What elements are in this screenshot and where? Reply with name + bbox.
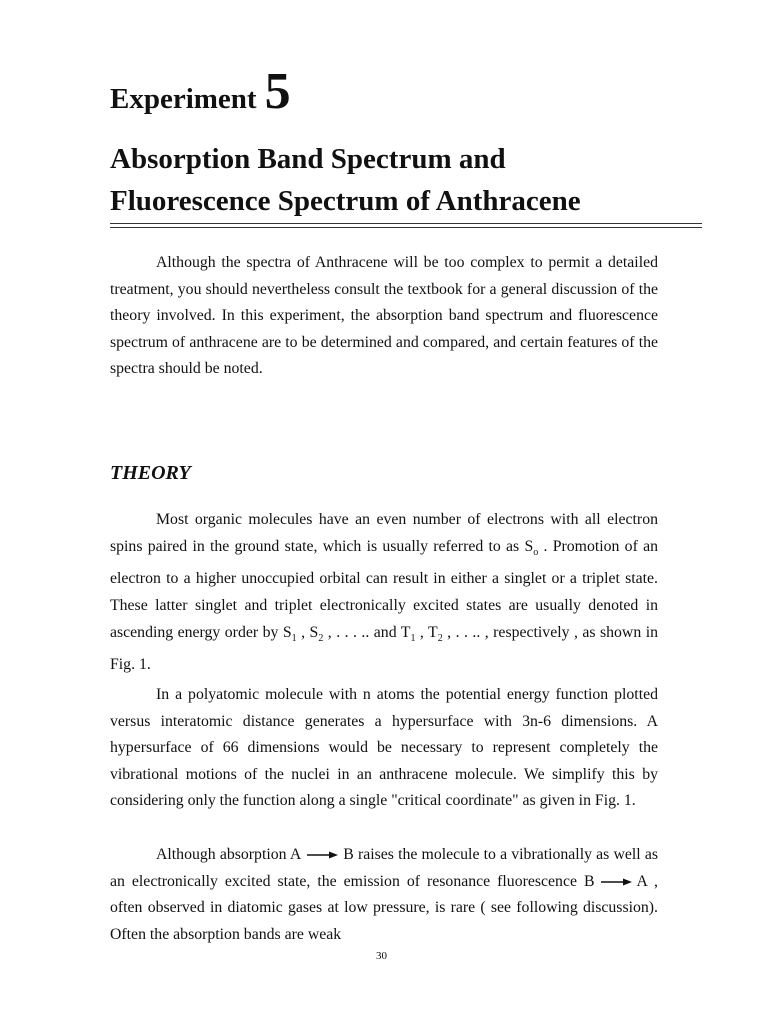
title-divider-bottom [110, 227, 702, 228]
theory-paragraph-2 [110, 682, 658, 815]
title-divider-top [110, 223, 702, 224]
right-arrow-icon [599, 877, 633, 887]
title-line-1: Absorption Band Spectrum and [110, 143, 506, 175]
p3-text-a: Although absorption A [156, 846, 302, 863]
p1-sub-2: 2 [318, 632, 324, 644]
p3-text-c: A , often observed in diatomic gases at low pressure, is rare ( see following discussion). Often the absorption bands are weak [110, 872, 659, 943]
p3-text-b: B raises the molecule to a vibrationally as well as an electronically excited state, the emission of resonance fluorescence B [110, 846, 658, 890]
p1-sub-t1: 1 [410, 632, 416, 644]
title-line-2: Fluorescence Spectrum of Anthracene [110, 185, 581, 217]
p1-text-a: Most organic molecules have an even number of electrons with all electron spins paired in the ground state, which is usually referred to as S [110, 511, 658, 555]
right-arrow-icon [305, 850, 339, 860]
p1-sub-t2: 2 [437, 632, 443, 644]
p1-text-d: , . . . .. and T [323, 623, 411, 641]
theory-paragraph-1 [110, 507, 658, 679]
p1-text-b: . Promotion of an electron to a higher unoccupied orbital can result in either a singlet or a triplet state. These latter singlet and triplet electronically excited states are usually denoted in ascending energy order by S [110, 537, 658, 641]
p1-sub-o: o [533, 546, 539, 558]
page-number: 30 [376, 950, 387, 962]
experiment-number: 5 [264, 63, 291, 120]
intro-paragraph [110, 250, 658, 383]
p1-text-e: , T [415, 623, 438, 641]
page-title [110, 138, 710, 222]
p1-sub-1: 1 [291, 632, 297, 644]
experiment-word: Experiment [110, 83, 257, 115]
experiment-heading [110, 62, 291, 121]
theory-heading: THEORY [110, 462, 191, 484]
p2-text: In a polyatomic molecule with n atoms the potential energy function plotted versus interatomic distance generates a hypersurface with 3n-6 dimensions. A hypersurface of 66 dimensions would be necessary to represent completely the vibrational motions of the nuclei in an anthracene molecule. We simplify this by considering only the function along a single "critical coordinate" as given in Fig. 1. [110, 686, 658, 810]
intro-text: Although the spectra of Anthracene will be too complex to permit a detailed treatment, you should nevertheless consult the textbook for a general discussion of the theory involved. In this experiment, the absorption band spectrum and fluorescence spectrum of anthracene are to be determined and compared, and certain features of the spectra should be noted. [110, 254, 658, 378]
p1-text-c: , S [296, 623, 319, 641]
p1-text-f: , . . .. , respectively , as shown in Fig. 1. [110, 623, 658, 674]
theory-paragraph-3 [110, 842, 658, 948]
